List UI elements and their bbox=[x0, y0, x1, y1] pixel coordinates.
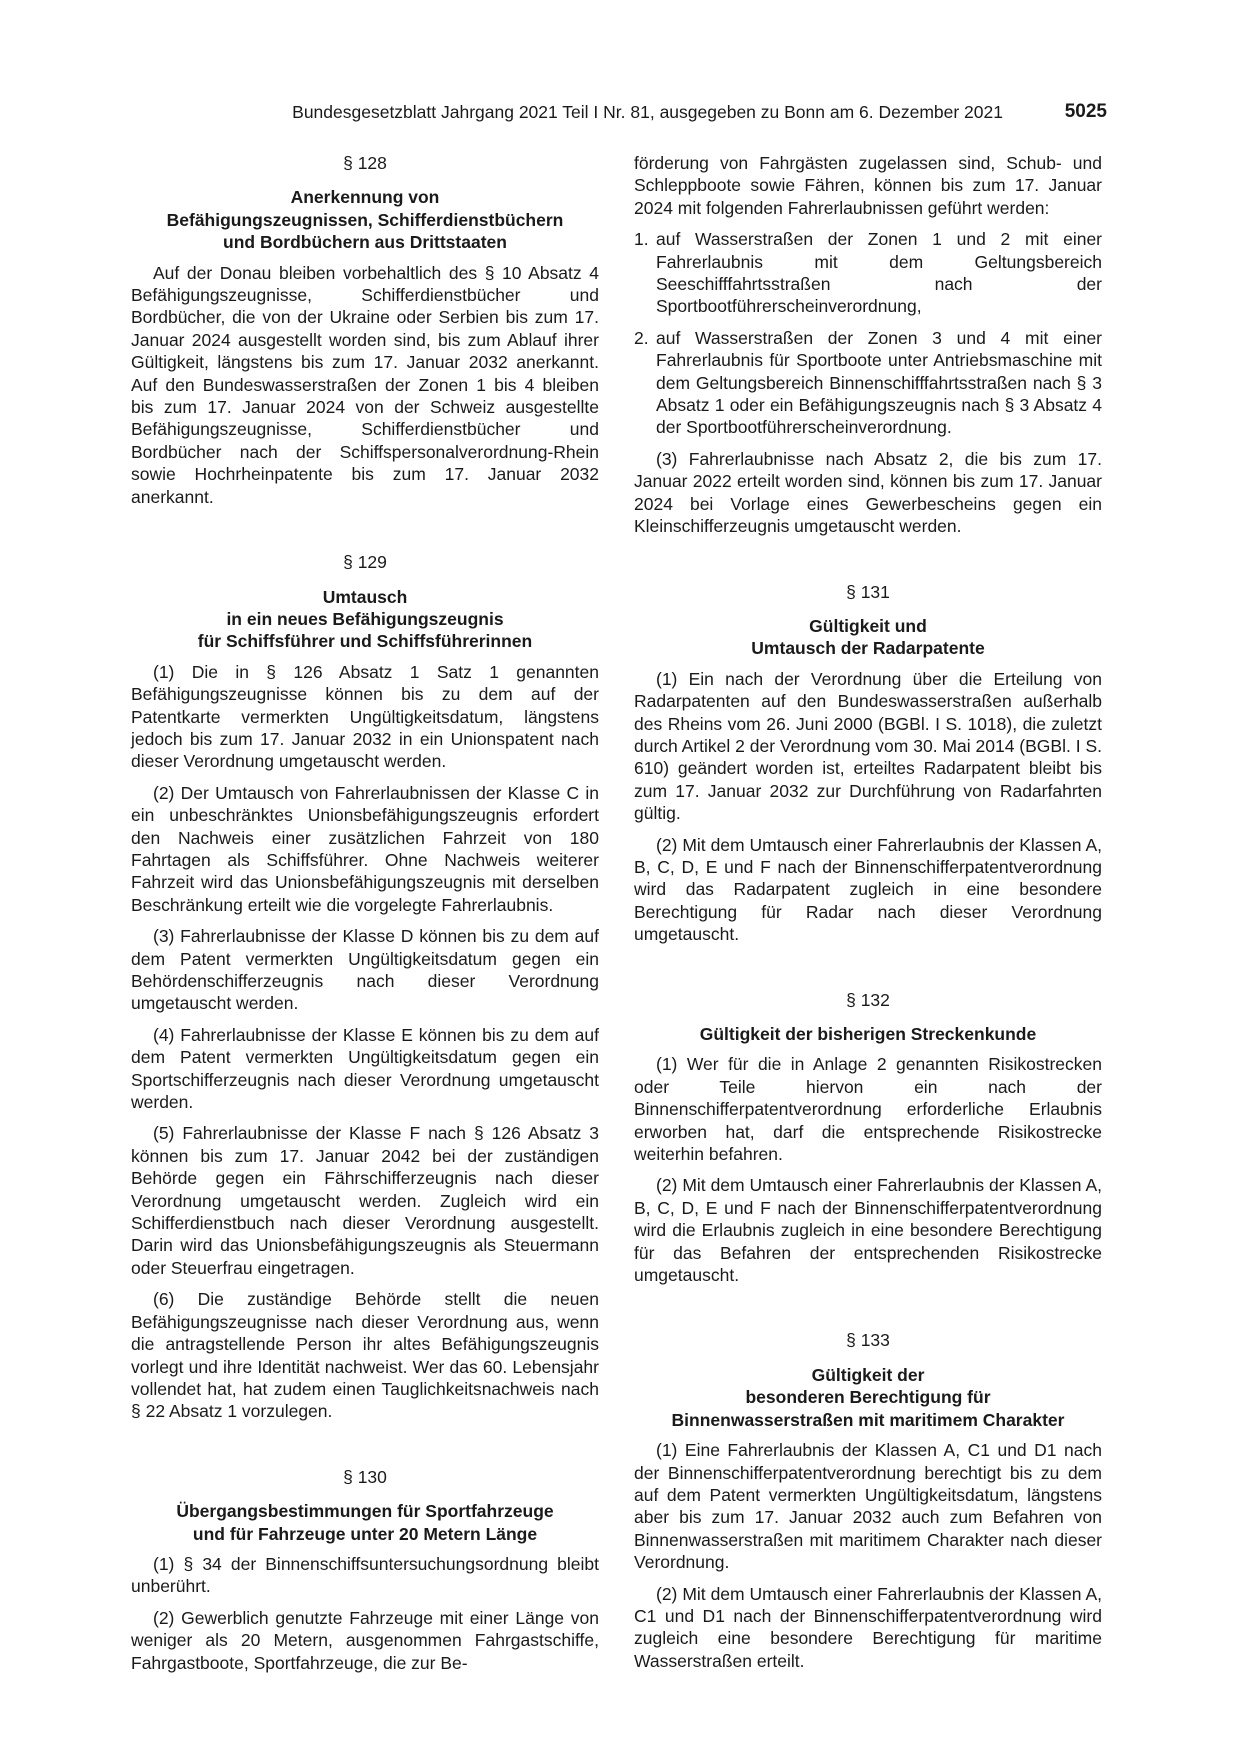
section-title-line: Gültigkeit der bisherigen Streckenkunde bbox=[699, 1024, 1037, 1044]
page-number: 5025 bbox=[1064, 101, 1107, 122]
paragraph: (2) Der Umtausch von Fahrerlaubnissen der Klasse C in ein unbeschränktes Unionsbefähigungszeugnis erfordert den Nachweis einer zusätzlichen Fahrzeit von 180 Fahrtagen als Schiffsführer. Ohne Nachweis weiterer Fahrzeit wird das Unionsbefähigungszeugnis mit derselben Beschränkung erteilt wie die vorgelegte Fahrerlaubnis. bbox=[131, 782, 599, 915]
list-item bbox=[634, 327, 1102, 439]
list-text: auf Wasserstraßen der Zonen 1 und 2 mit einer Fahrerlaubnis mit dem Geltungsbereich Seeschifffahrtsstraßen nach der Sportbootführerscheinverordnung, bbox=[656, 229, 1102, 317]
paragraph: (2) Mit dem Umtausch einer Fahrerlaubnis der Klassen A, B, C, D, E und F nach der Binnenschifferpatentverordnung wird das Radarpatent zugleich in eine besondere Berechtigung für Radar nach dieser Verordnung umgetauscht. bbox=[634, 834, 1102, 945]
section-133 bbox=[634, 1329, 1102, 1672]
section-131 bbox=[634, 581, 1102, 946]
paragraph: (4) Fahrerlaubnisse der Klasse E können bis zu dem auf dem Patent vermerkten Ungültigkeitsdatum gegen ein Sportschifferzeugnis nach dieser Verordnung umgetauscht werden. bbox=[131, 1024, 599, 1113]
section-title-line: Gültigkeit der bbox=[811, 1364, 925, 1385]
section-title-line: in ein neues Befähigungszeugnis bbox=[226, 608, 504, 629]
section-title-line: und für Fahrzeuge unter 20 Metern Länge bbox=[192, 1523, 538, 1544]
section-title-line: besonderen Berechtigung für bbox=[745, 1387, 991, 1408]
section-title bbox=[131, 1500, 599, 1545]
paragraph: (1) Wer für die in Anlage 2 genannten Risikostrecken oder Teile hiervon ein nach der Binnenschifferpatentverordnung erforderliche Erlaubnis erworben hat, darf die entsprechende Risikostrecke weiterhin befahren. bbox=[634, 1054, 1102, 1165]
paragraph: (2) Gewerblich genutzte Fahrzeuge mit einer Länge von weniger als 20 Metern, ausgenommen Fahrgastschiffe, Fahrgastboote, Sportfahrzeuge, die zur Be- bbox=[131, 1607, 599, 1673]
section-title bbox=[634, 1023, 1102, 1045]
paragraph: (3) Fahrerlaubnisse der Klasse D können bis zu dem auf dem Patent vermerkten Ungültigkeitsdatum gegen ein Behördenschifferzeugnis nach dieser Verordnung umgetauscht werden. bbox=[131, 926, 599, 1014]
right-column bbox=[634, 152, 1102, 1681]
section-number: § 131 bbox=[846, 581, 890, 602]
section-number: § 129 bbox=[343, 552, 387, 573]
running-header: Bundesgesetzblatt Jahrgang 2021 Teil I Nr. 81, ausgegeben zu Bonn am 6. Dezember 2021 bbox=[292, 102, 1003, 122]
section-title-line: Befähigungszeugnissen, Schifferdienstbüchern bbox=[166, 209, 564, 230]
section-number: § 128 bbox=[343, 153, 387, 173]
paragraph: (1) Ein nach der Verordnung über die Erteilung von Radarpatenten auf den Bundeswasserstraßen außerhalb des Rheins vom 26. Juni 2000 (BGBl. I S. 1018), die zuletzt durch Artikel 2 der Verordnung vom 30. Mai 2014 (BGBl. I S. 610) geändert worden ist, erteiltes Radarpatent bleibt bis zum 17. Januar 2032 zur Durchführung von Radarfahrten gültig. bbox=[634, 668, 1102, 824]
section-130 bbox=[131, 1466, 599, 1674]
section-title bbox=[131, 586, 599, 653]
list-number: 2. bbox=[634, 327, 649, 348]
section-title bbox=[131, 186, 599, 253]
paragraph: förderung von Fahrgästen zugelassen sind, Schub- und Schleppboote sowie Fähren, können bis zum 17. Januar 2024 mit folgenden Fahrerlaubnissen geführt werden: bbox=[634, 153, 1102, 218]
paragraph: (1) § 34 der Binnenschiffsuntersuchungsordnung bleibt unberührt. bbox=[131, 1553, 599, 1597]
section-title-line: Umtausch der Radarpatente bbox=[751, 638, 985, 659]
section-title-line: Anerkennung von bbox=[290, 187, 440, 208]
section-132 bbox=[634, 989, 1102, 1287]
paragraph: (1) Die in § 126 Absatz 1 Satz 1 genannten Befähigungszeugnisse können bis zu dem auf der Patentkarte vermerkten Ungültigkeitsdatum, längstens jedoch bis zum 17. Januar 2032 in ein Unionspatent nach dieser Verordnung umgetauscht werden. bbox=[131, 661, 599, 772]
section-title-line: Binnenwasserstraßen mit maritimem Charakter bbox=[671, 1409, 1065, 1430]
list-text: auf Wasserstraßen der Zonen 3 und 4 mit einer Fahrerlaubnis für Sportboote unter Antriebsmaschine mit dem Geltungsbereich Binnenschifffahrtsstraßen nach § 3 Absatz 1 oder ein Befähigungszeugnis nach § 3 Absatz 4 der Sportbootführerscheinverordnung. bbox=[656, 327, 1102, 438]
section-title-line: Übergangsbestimmungen für Sportfahrzeuge bbox=[176, 1501, 554, 1522]
paragraph: (3) Fahrerlaubnisse nach Absatz 2, die bis zum 17. Januar 2022 erteilt worden sind, können bis zum 17. Januar 2024 bei Vorlage eines Gewerbescheins gegen ein Kleinschifferzeugnis umgetauscht werden. bbox=[634, 448, 1102, 537]
section-title bbox=[634, 1364, 1102, 1431]
list-number: 1. bbox=[634, 229, 649, 250]
section-title bbox=[634, 615, 1102, 660]
paragraph: (5) Fahrerlaubnisse der Klasse F nach § 126 Absatz 3 können bis zum 17. Januar 2042 bei der zuständigen Behörde gegen ein Fährschifferzeugnis nach dieser Verordnung umgetauscht werden. Zugleich wird ein Schifferdienstbuch nach dieser Verordnung ausgestellt. Darin wird das Unionsbefähigungszeugnis als Steuermann oder Steuerfrau eingetragen. bbox=[131, 1123, 599, 1278]
section-number: § 130 bbox=[343, 1466, 387, 1487]
left-column bbox=[131, 152, 599, 1683]
section-129 bbox=[131, 551, 599, 1423]
page-header bbox=[0, 100, 1241, 130]
section-title-line: Umtausch bbox=[322, 586, 408, 607]
paragraph: (1) Eine Fahrerlaubnis der Klassen A, C1 und D1 nach der Binnenschifferpatentverordnung berechtigt bis zu dem auf dem Patent vermerkten Ungültigkeitsdatum, längstens aber bis zum 17. Januar 2032 auch zum Befahren von Binnenwasserstraßen mit maritimem Charakter nach dieser Verordnung. bbox=[634, 1440, 1102, 1573]
section-number: § 133 bbox=[846, 1330, 890, 1351]
section-title-line: Gültigkeit und bbox=[809, 615, 927, 636]
section-128 bbox=[131, 152, 599, 508]
section-130-continued bbox=[634, 152, 1102, 538]
section-number: § 132 bbox=[846, 989, 890, 1010]
list-item bbox=[634, 228, 1102, 318]
paragraph: Auf der Donau bleiben vorbehaltlich des § 10 Absatz 4 Befähigungszeugnisse, Schifferdienstbücher und Bordbücher, die von der Ukraine oder Serbien bis zum 17. Januar 2024 ausgestellt worden sind, bis zum Ablauf ihrer Gültigkeit, längstens bis zum 17. Januar 2032 anerkannt. Auf den Bundeswasserstraßen der Zonen 1 bis 4 bleiben bis zum 17. Januar 2024 von der Schweiz ausgestellte Befähigungszeugnisse, Schifferdienstbücher und Bordbücher nach der Schiffspersonalverordnung-Rhein sowie Hochrheinpatente bis zum 17. Januar 2032 anerkannt. bbox=[131, 262, 599, 507]
section-title-line: und Bordbüchern aus Drittstaaten bbox=[223, 232, 507, 253]
paragraph: (6) Die zuständige Behörde stellt die neuen Befähigungszeugnisse nach dieser Verordnung aus, wenn die antragstellende Person ihr altes Befähigungszeugnis vorlegt und ihre Identität nachweist. Wer das 60. Lebensjahr vollendet hat, hat zudem einen Tauglichkeitsnachweis nach § 22 Absatz 1 vorzulegen. bbox=[131, 1289, 599, 1422]
section-title-line: für Schiffsführer und Schiffsführerinnen bbox=[197, 631, 533, 652]
paragraph: (2) Mit dem Umtausch einer Fahrerlaubnis der Klassen A, C1 und D1 nach der Binnenschifferpatentverordnung wird zugleich eine besondere Berechtigung für maritime Wasserstraßen erteilt. bbox=[634, 1583, 1102, 1671]
paragraph: (2) Mit dem Umtausch einer Fahrerlaubnis der Klassen A, B, C, D, E und F nach der Binnenschifferpatentverordnung wird die Erlaubnis zugleich in eine besondere Berechtigung für das Befahren der entsprechenden Risikostrecke umgetauscht. bbox=[634, 1175, 1102, 1286]
